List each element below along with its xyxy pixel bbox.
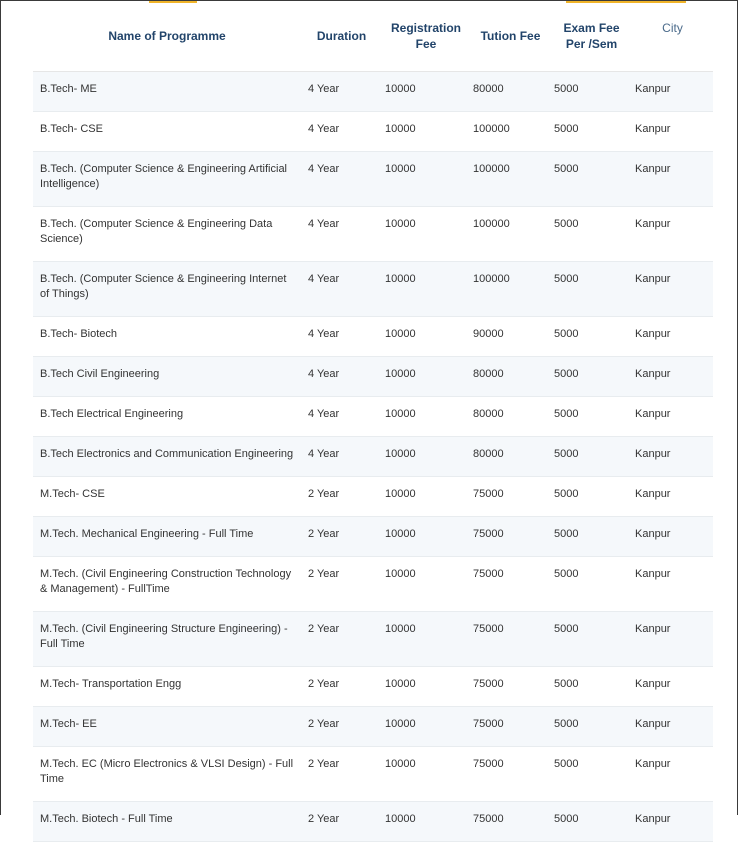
tuition-fee-cell: 75000: [470, 557, 551, 612]
table-row: [33, 477, 713, 517]
table-row: [33, 612, 713, 667]
duration-cell: 4 Year: [301, 357, 382, 397]
tuition-fee-cell: 75000: [470, 707, 551, 747]
exam-fee-cell: 5000: [551, 747, 632, 802]
registration-fee-cell: 10000: [382, 112, 470, 152]
programme-name-cell: M.Tech. (Civil Engineering Structure Engineering) - Full Time: [33, 612, 301, 667]
exam-fee-cell: 5000: [551, 612, 632, 667]
table-row: [33, 397, 713, 437]
city-cell: Kanpur: [632, 262, 713, 317]
programme-name-cell: B.Tech- Biotech: [33, 317, 301, 357]
exam-fee-cell: 5000: [551, 72, 632, 112]
city-cell: Kanpur: [632, 517, 713, 557]
tuition-fee-cell: 90000: [470, 317, 551, 357]
tuition-fee-cell: 100000: [470, 152, 551, 207]
exam-fee-cell: 5000: [551, 557, 632, 612]
column-header-label: Exam Fee: [563, 21, 620, 35]
duration-cell: 4 Year: [301, 397, 382, 437]
tuition-fee-cell: 75000: [470, 517, 551, 557]
registration-fee-cell: 10000: [382, 72, 470, 112]
programme-name-cell: M.Tech. EC (Micro Electronics & VLSI Design) - Full Time: [33, 747, 301, 802]
tuition-fee-cell: 75000: [470, 747, 551, 802]
city-cell: Kanpur: [632, 437, 713, 477]
column-header-registration-fee: [382, 1, 470, 72]
duration-cell: 4 Year: [301, 152, 382, 207]
duration-cell: 4 Year: [301, 112, 382, 152]
city-cell: Kanpur: [632, 72, 713, 112]
tuition-fee-cell: 80000: [470, 437, 551, 477]
column-header-label: Registration: [390, 21, 461, 35]
table-row: [33, 262, 713, 317]
city-cell: Kanpur: [632, 747, 713, 802]
column-header-programme: Name of Programme: [33, 1, 301, 72]
city-cell: Kanpur: [632, 667, 713, 707]
programme-name-cell: B.Tech. (Computer Science & Engineering Data Science): [33, 207, 301, 262]
exam-fee-cell: 5000: [551, 397, 632, 437]
programme-name-cell: B.Tech. (Computer Science & Engineering Artificial Intelligence): [33, 152, 301, 207]
duration-cell: 2 Year: [301, 707, 382, 747]
duration-cell: 2 Year: [301, 802, 382, 842]
duration-cell: 2 Year: [301, 517, 382, 557]
exam-fee-cell: 5000: [551, 207, 632, 262]
tuition-fee-cell: 100000: [470, 262, 551, 317]
table-header-row: [33, 1, 713, 72]
city-cell: Kanpur: [632, 397, 713, 437]
programme-name-cell: M.Tech. (Civil Engineering Construction Technology & Management) - FullTime: [33, 557, 301, 612]
tuition-fee-cell: 75000: [470, 802, 551, 842]
city-cell: Kanpur: [632, 802, 713, 842]
registration-fee-cell: 10000: [382, 477, 470, 517]
registration-fee-cell: 10000: [382, 802, 470, 842]
exam-fee-cell: 5000: [551, 707, 632, 747]
programme-name-cell: M.Tech- CSE: [33, 477, 301, 517]
duration-cell: 4 Year: [301, 437, 382, 477]
city-cell: Kanpur: [632, 557, 713, 612]
exam-fee-cell: 5000: [551, 667, 632, 707]
exam-fee-cell: 5000: [551, 357, 632, 397]
registration-fee-cell: 10000: [382, 747, 470, 802]
tuition-fee-cell: 80000: [470, 357, 551, 397]
registration-fee-cell: 10000: [382, 667, 470, 707]
programme-name-cell: B.Tech. (Computer Science & Engineering Internet of Things): [33, 262, 301, 317]
table-row: [33, 72, 713, 112]
programme-name-cell: B.Tech- ME: [33, 72, 301, 112]
column-header-duration: Duration: [301, 1, 382, 72]
registration-fee-cell: 10000: [382, 207, 470, 262]
programme-name-cell: B.Tech Civil Engineering: [33, 357, 301, 397]
duration-cell: 4 Year: [301, 72, 382, 112]
tuition-fee-cell: 75000: [470, 612, 551, 667]
city-cell: Kanpur: [632, 477, 713, 517]
programme-name-cell: M.Tech. Mechanical Engineering - Full Time: [33, 517, 301, 557]
table-row: [33, 112, 713, 152]
tuition-fee-cell: 75000: [470, 477, 551, 517]
registration-fee-cell: 10000: [382, 517, 470, 557]
column-header-city: City: [632, 1, 713, 72]
column-header-label: Fee: [415, 37, 437, 51]
exam-fee-cell: 5000: [551, 152, 632, 207]
table-row: [33, 152, 713, 207]
exam-fee-cell: 5000: [551, 477, 632, 517]
programme-name-cell: M.Tech- EE: [33, 707, 301, 747]
table-row: [33, 802, 713, 842]
city-cell: Kanpur: [632, 152, 713, 207]
duration-cell: 2 Year: [301, 747, 382, 802]
tuition-fee-cell: 75000: [470, 667, 551, 707]
table-row: [33, 207, 713, 262]
city-cell: Kanpur: [632, 207, 713, 262]
tuition-fee-cell: 80000: [470, 72, 551, 112]
exam-fee-cell: 5000: [551, 317, 632, 357]
table-row: [33, 747, 713, 802]
duration-cell: 4 Year: [301, 207, 382, 262]
programme-name-cell: B.Tech Electrical Engineering: [33, 397, 301, 437]
duration-cell: 4 Year: [301, 317, 382, 357]
programme-name-cell: M.Tech. Biotech - Full Time: [33, 802, 301, 842]
tuition-fee-cell: 100000: [470, 207, 551, 262]
exam-fee-cell: 5000: [551, 517, 632, 557]
city-cell: Kanpur: [632, 317, 713, 357]
tuition-fee-cell: 100000: [470, 112, 551, 152]
table-row: [33, 667, 713, 707]
duration-cell: 2 Year: [301, 667, 382, 707]
programme-name-cell: M.Tech- Transportation Engg: [33, 667, 301, 707]
programme-fee-table: [33, 1, 713, 842]
duration-cell: 4 Year: [301, 262, 382, 317]
exam-fee-cell: 5000: [551, 262, 632, 317]
registration-fee-cell: 10000: [382, 317, 470, 357]
exam-fee-cell: 5000: [551, 437, 632, 477]
table-row: [33, 437, 713, 477]
city-cell: Kanpur: [632, 357, 713, 397]
registration-fee-cell: 10000: [382, 557, 470, 612]
table-row: [33, 707, 713, 747]
duration-cell: 2 Year: [301, 612, 382, 667]
registration-fee-cell: 10000: [382, 612, 470, 667]
registration-fee-cell: 10000: [382, 707, 470, 747]
duration-cell: 2 Year: [301, 557, 382, 612]
city-cell: Kanpur: [632, 112, 713, 152]
registration-fee-cell: 10000: [382, 262, 470, 317]
duration-cell: 2 Year: [301, 477, 382, 517]
column-header-tuition-fee: Tution Fee: [470, 1, 551, 72]
registration-fee-cell: 10000: [382, 152, 470, 207]
table-row: [33, 557, 713, 612]
table-row: [33, 517, 713, 557]
programme-name-cell: B.Tech Electronics and Communication Engineering: [33, 437, 301, 477]
city-cell: Kanpur: [632, 707, 713, 747]
column-header-exam-fee: [551, 1, 632, 72]
registration-fee-cell: 10000: [382, 437, 470, 477]
exam-fee-cell: 5000: [551, 802, 632, 842]
table-row: [33, 317, 713, 357]
table-row: [33, 357, 713, 397]
registration-fee-cell: 10000: [382, 397, 470, 437]
registration-fee-cell: 10000: [382, 357, 470, 397]
programme-name-cell: B.Tech- CSE: [33, 112, 301, 152]
city-cell: Kanpur: [632, 612, 713, 667]
tuition-fee-cell: 80000: [470, 397, 551, 437]
column-header-label: Per /Sem: [565, 37, 618, 51]
exam-fee-cell: 5000: [551, 112, 632, 152]
